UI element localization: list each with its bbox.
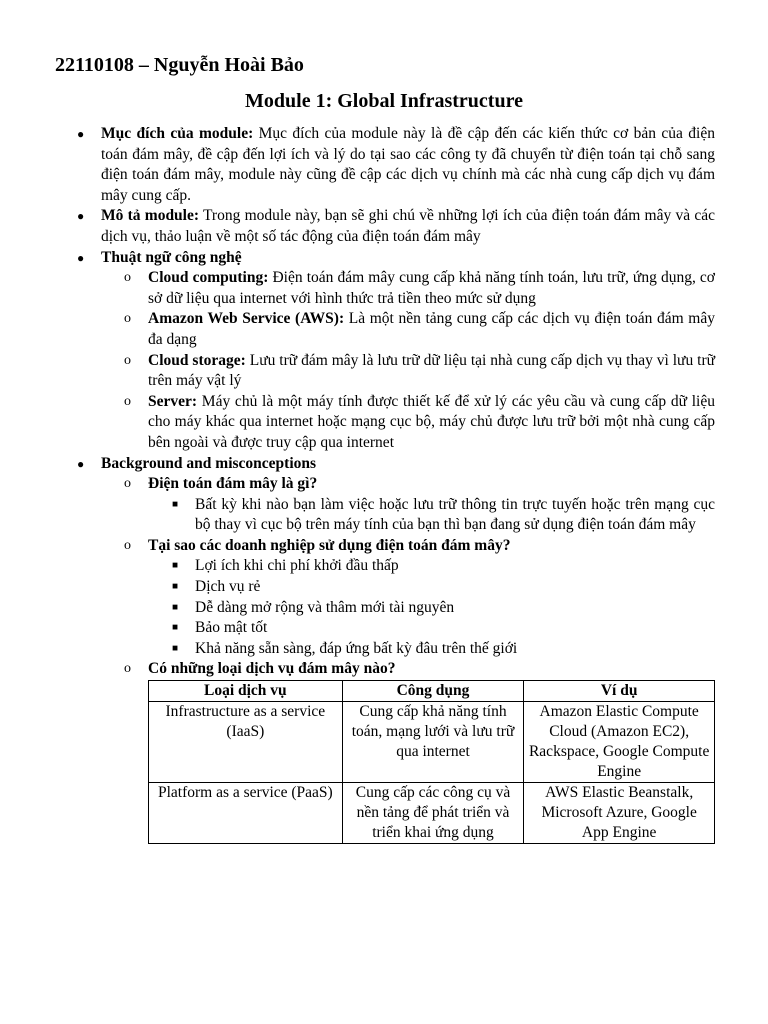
table-header-cell: Ví dụ (524, 681, 715, 702)
term-text: Điện toán đám mây cung cấp khả năng tính toán, lưu trữ, ứng dụng, cơ sở dữ liệu qua internet với hình thức trả tiền theo mức sử dụng (148, 269, 715, 307)
answer-item (172, 639, 715, 660)
description-label: Mô tả module: (101, 207, 200, 225)
description-text: Trong module này, bạn sẽ ghi chú về những lợi ích của điện toán đám mây và các dịch vụ, thảo luận về một số tác động của điện toán đám mây (101, 207, 715, 245)
author-line: 22110108 – Nguyễn Hoài Bảo (55, 54, 304, 76)
circle-bullet-icon: o (124, 311, 131, 327)
answer-text: Dịch vụ rẻ (195, 578, 261, 596)
bullet-dot-icon: ● (77, 456, 85, 471)
bullet-dot-icon: ● (77, 209, 85, 224)
term-text: Là một nền tảng cung cấp các dịch vụ điện toán đám mây đa dạng (148, 310, 715, 348)
terms-heading-item (77, 248, 715, 269)
answer-text: Dễ dàng mở rộng và thâm mới tài nguyên (195, 598, 455, 616)
answer-text: Bất kỳ khi nào bạn làm việc hoặc lưu trữ thông tin trực tuyến hoặc trên mạng cục bộ thay vì cục bộ trên máy tính của bạn thì bạn đang sử dụng điện toán đám mây (195, 495, 715, 534)
table-header-row (149, 681, 715, 702)
table-cell: Platform as a service (PaaS) (149, 783, 343, 844)
table-cell: Cung cấp khả năng tính toán, mạng lưới và lưu trữ qua internet (342, 702, 524, 783)
term-item (124, 268, 715, 309)
purpose-label: Mục đích của module: (101, 125, 254, 142)
table-cell: Infrastructure as a service (IaaS) (149, 702, 343, 783)
table-cell: AWS Elastic Beanstalk, Microsoft Azure, Google App Engine (524, 783, 715, 844)
answer-text: Lợi ích khi chi phí khởi đầu thấp (195, 557, 399, 575)
question-text: Có những loại dịch vụ đám mây nào? (148, 660, 396, 678)
square-bullet-icon: ■ (172, 601, 179, 613)
bullet-dot-icon: ● (77, 250, 85, 265)
square-bullet-icon: ■ (172, 642, 179, 654)
circle-bullet-icon: o (124, 537, 131, 553)
square-bullet-icon: ■ (172, 622, 179, 634)
question-text: Điện toán đám mây là gì? (148, 475, 318, 493)
table-row (149, 702, 715, 783)
document-body (0, 124, 768, 844)
circle-bullet-icon: o (124, 661, 131, 677)
background-heading-item (77, 454, 715, 475)
document-title: Module 1: Global Infrastructure (245, 90, 523, 112)
table-cell: Amazon Elastic Compute Cloud (Amazon EC2), Rackspace, Google Compute Engine (524, 702, 715, 783)
term-item (124, 309, 715, 350)
term-label: Cloud storage: (148, 351, 246, 369)
answer-item (172, 577, 715, 598)
term-item (124, 351, 716, 392)
table-header-cell: Loại dịch vụ (149, 681, 343, 702)
term-text: Máy chủ là một máy tính được thiết kế để xử lý các yêu cầu và cung cấp dữ liệu cho máy khác qua internet hoặc mạng cục bộ, máy chủ được lưu trữ bởi một nhà cung cấp bên ngoài và được truy cập qua internet (148, 392, 715, 451)
answer-item (172, 598, 715, 619)
answer-item (172, 618, 715, 639)
service-types-table (148, 680, 715, 844)
description-item (77, 206, 715, 247)
term-text: Lưu trữ đám mây là lưu trữ dữ liệu tại nhà cung cấp dịch vụ thay vì lưu trữ trên máy vật lý (148, 351, 716, 390)
square-bullet-icon: ■ (172, 498, 179, 510)
answer-item (172, 495, 715, 536)
square-bullet-icon: ■ (172, 581, 179, 593)
circle-bullet-icon: o (124, 270, 131, 286)
question-item (124, 536, 715, 557)
answer-text: Khả năng sẵn sàng, đáp ứng bất kỳ đâu trên thế giới (195, 639, 518, 657)
square-bullet-icon: ■ (172, 560, 179, 572)
question-item (124, 474, 715, 495)
circle-bullet-icon: o (124, 352, 131, 368)
term-label: Server: (148, 392, 198, 410)
purpose-text: Mục đích của module này là đề cập đến các kiến thức cơ bản của điện toán đám mây, đề cập đến lợi ích và lý do tại sao các công ty đã chuyển từ điện toán tại chỗ sang điện toán đám mây, module này cũng đề cập các dịch vụ chính mà các nhà cung cấp dịch vụ đám mây cung cấp. (101, 125, 715, 204)
question-text: Tại sao các doanh nghiệp sử dụng điện toán đám mây? (148, 536, 511, 554)
question-item (124, 659, 715, 680)
table-header-cell: Công dụng (342, 681, 524, 702)
purpose-item (77, 124, 715, 206)
answer-item (172, 556, 715, 577)
bullet-dot-icon: ● (77, 127, 85, 141)
answer-text: Bảo mật tốt (195, 619, 268, 637)
table-cell: Cung cấp các công cụ và nền tảng để phát triển và triển khai ứng dụng (342, 783, 524, 844)
term-label: Cloud computing: (148, 269, 269, 287)
circle-bullet-icon: o (124, 476, 131, 492)
background-heading: Background and misconceptions (101, 454, 317, 472)
table-row (149, 783, 715, 844)
circle-bullet-icon: o (124, 393, 131, 409)
terms-heading: Thuật ngữ công nghệ (101, 248, 242, 266)
term-label: Amazon Web Service (AWS): (148, 310, 345, 328)
term-item (124, 392, 715, 454)
